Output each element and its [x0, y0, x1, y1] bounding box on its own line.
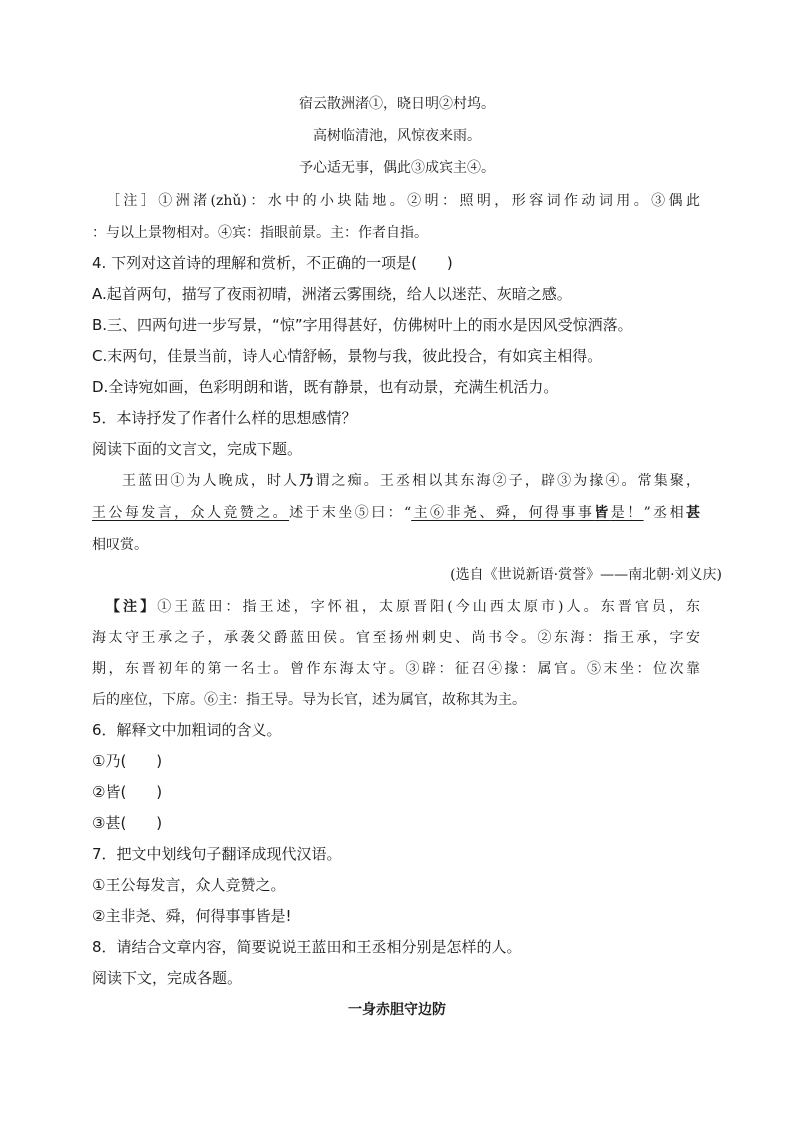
bold-word-shen: 甚	[686, 505, 701, 521]
text-segment: 王蓝田①为人晚成，时人	[122, 473, 300, 489]
q4-option-d: D.全诗宛如画，色彩明朗和谐，既有静景，也有动景，充满生机活力。	[92, 378, 559, 396]
q6-item-3: ③甚( )	[92, 814, 163, 832]
q8-stem: 8．请结合文章内容，简要说说王蓝田和王丞相分别是怎样的人。	[92, 938, 522, 956]
classical-text-line-1	[122, 471, 700, 491]
text-segment: ①王蓝田：指王述，字怀祖，太原晋阳(今山西太原市)人。东晋官员，东	[157, 599, 700, 615]
q6-item-1: ①乃( )	[92, 752, 163, 770]
classical-text-line-2	[92, 503, 700, 523]
poem-line-3: 予心适无事，偶此③成宾主④。	[299, 160, 495, 176]
source-citation: (选自《世说新语·赏誉》——南北朝·刘义庆)	[450, 567, 722, 583]
q4-option-b: B.三、四两句进一步写景，“惊”字用得甚好，仿佛树叶上的雨水是因风受惊洒落。	[92, 316, 633, 334]
text-segment: 述于末坐⑤曰：“	[289, 505, 412, 521]
annotation-line-4: 后的座位，下席。⑥主：指王导。导为长官，述为属官，故称其为主。	[92, 692, 526, 708]
bold-word-nai: 乃	[299, 473, 316, 489]
text-segment: 谓之痴。王丞相以其东海②子，辟③为掾④。常集聚，	[315, 473, 701, 489]
bold-word-jie: 皆	[594, 505, 611, 521]
note-label: 【注】	[106, 599, 158, 615]
annotation-line-3: 期，东晋初年的第一名士。曾作东海太守。③辟：征召④掾：属官。⑤末坐：位次靠	[92, 661, 700, 677]
q7-item-1: ①王公每发言，众人竞赞之。	[92, 876, 286, 894]
q6-stem: 6．解释文中加粗词的含义。	[92, 721, 282, 739]
q7-item-2: ②主非尧、舜，何得事事皆是!	[92, 907, 292, 925]
poem-line-1: 宿云散洲渚①，晓日明②村坞。	[299, 96, 495, 112]
poem-note-line-1: ［注］①洲渚(zhǔ)：水中的小块陆地。②明：照明，形容词作动词用。③偶此	[106, 193, 700, 209]
poem-line-2: 高树临清池，风惊夜来雨。	[313, 128, 481, 144]
q4-option-a: A.起首两句，描写了夜雨初晴，洲渚云雾围绕，给人以迷茫、灰暗之感。	[92, 285, 572, 303]
underlined-sentence-1: 王公每发言，众人竞赞之。	[92, 505, 290, 521]
text-segment: ”丞相	[643, 505, 687, 521]
q4-stem: 4. 下列对这首诗的理解和赏析，不正确的一项是( )	[92, 254, 453, 272]
reading1-intro: 阅读下面的文言文，完成下题。	[92, 440, 303, 458]
classical-text-line-3: 相叹赏。	[92, 537, 148, 553]
q5-stem: 5．本诗抒发了作者什么样的思想感情？	[92, 409, 357, 427]
article-title: 一身赤胆守边防	[348, 1002, 446, 1018]
annotation-line-1	[106, 597, 700, 617]
q6-item-2: ②皆( )	[92, 783, 163, 801]
underlined-sentence-2	[411, 505, 643, 521]
q7-stem: 7．把文中划线句子翻译成现代汉语。	[92, 845, 342, 863]
text-segment: 主⑥非尧、舜，何得事事	[411, 505, 595, 521]
poem-note-line-2: ：与以上景物相对。④宾：指眼前景。主：作者自指。	[92, 225, 428, 241]
annotation-line-2: 海太守王承之子，承袭父爵蓝田侯。官至扬州刺史、尚书令。②东海：指王承，字安	[92, 630, 700, 646]
reading2-intro: 阅读下文，完成各题。	[92, 969, 243, 987]
text-segment: 是！	[610, 505, 644, 521]
q4-option-c: C.末两句，佳景当前，诗人心情舒畅，景物与我，彼此投合，有如宾主相得。	[92, 347, 603, 365]
